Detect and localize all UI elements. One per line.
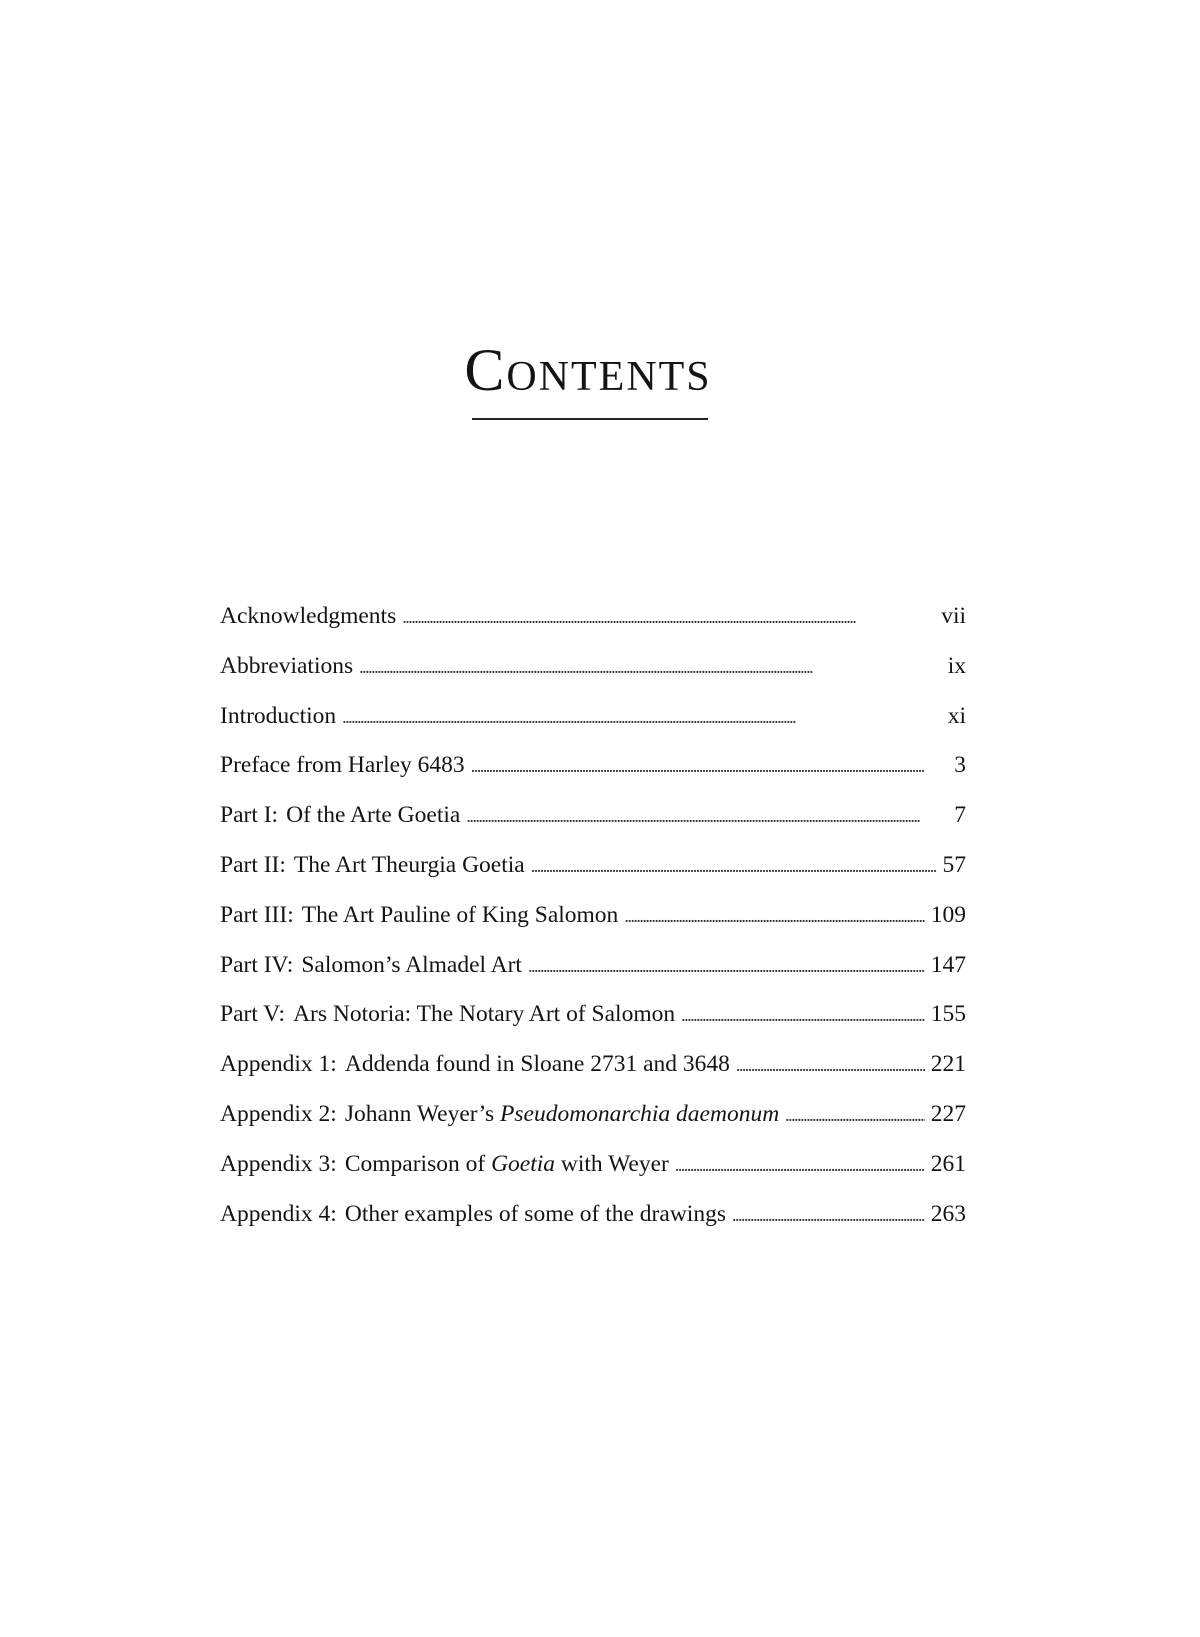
page-title: Contents	[464, 337, 712, 403]
toc-entry-label	[220, 1099, 785, 1129]
dot-leader	[736, 1050, 925, 1080]
toc-page-number: 57	[942, 851, 966, 878]
toc-entry-title-italic: Pseudomonarchia daemonum	[500, 1100, 780, 1127]
toc-page-number: 263	[930, 1200, 966, 1227]
toc-entry-title-tail: with Weyer	[555, 1150, 669, 1177]
toc-entry-prefix: Appendix 3:	[220, 1150, 337, 1177]
toc-page-number: xi	[947, 702, 966, 729]
toc-entry-prefix: Part II:	[220, 851, 286, 878]
toc-page-number: 7	[954, 802, 966, 829]
toc-entry-title-italic: Goetia	[491, 1150, 556, 1177]
toc-entry-label	[220, 701, 342, 731]
toc-page-number: 3	[954, 752, 966, 779]
toc-entry-label	[220, 1149, 675, 1179]
toc-entry	[220, 1049, 966, 1099]
toc-entry-label	[220, 900, 624, 930]
toc-entry-title: Johann Weyer’s	[344, 1100, 501, 1127]
dot-leader	[471, 751, 938, 781]
toc-page-number: 155	[930, 1001, 966, 1028]
toc-entry	[220, 651, 966, 701]
toc-entry-label	[220, 999, 681, 1029]
toc-entry-prefix: Part IV:	[220, 951, 294, 978]
toc-entry-label	[220, 850, 531, 880]
table-of-contents	[220, 601, 966, 1248]
toc-entry-label	[220, 601, 402, 631]
toc-entry-title: Comparison of	[344, 1150, 492, 1177]
dot-leader	[531, 851, 937, 881]
toc-entry-prefix: Appendix 2:	[220, 1100, 337, 1127]
toc-entry-label	[220, 950, 528, 980]
toc-page-number: 147	[930, 951, 966, 978]
dot-leader	[342, 702, 938, 732]
toc-entry-title: Of the Arte Goetia	[286, 802, 461, 829]
toc-page-number: 109	[930, 901, 966, 928]
toc-page-number: ix	[947, 652, 966, 679]
toc-entry-title: The Art Pauline of King Salomon	[301, 901, 619, 928]
toc-entry-title: Other examples of some of the drawings	[344, 1200, 726, 1227]
toc-entry-title: Salomon’s Almadel Art	[301, 951, 522, 978]
toc-entry	[220, 1149, 966, 1199]
dot-leader	[528, 951, 925, 981]
toc-entry	[220, 601, 966, 651]
toc-entry	[220, 750, 966, 800]
toc-entry	[220, 701, 966, 751]
toc-entry-label	[220, 1049, 736, 1079]
dot-leader	[732, 1200, 925, 1230]
toc-entry	[220, 1099, 966, 1149]
toc-entry-prefix: Part III:	[220, 901, 294, 928]
toc-entry	[220, 950, 966, 1000]
toc-entry	[220, 800, 966, 850]
toc-entry-label	[220, 651, 359, 681]
toc-entry-prefix: Part V:	[220, 1001, 286, 1028]
dot-leader	[681, 1000, 925, 1030]
toc-page-number: 227	[930, 1100, 966, 1127]
toc-entry-title: Preface from Harley 6483	[220, 752, 465, 779]
dot-leader	[785, 1100, 925, 1130]
toc-entry-label	[220, 750, 471, 780]
toc-entry	[220, 1199, 966, 1249]
toc-entry-title: Addenda found in Sloane 2731 and 3648	[344, 1051, 730, 1078]
dot-leader	[624, 901, 924, 931]
toc-entry-title: Acknowledgments	[220, 603, 397, 629]
toc-entry-label	[220, 800, 466, 830]
dot-leader	[402, 602, 935, 632]
toc-page-number: 261	[930, 1150, 966, 1177]
toc-entry-title: Introduction	[220, 702, 337, 729]
toc-entry-label	[220, 1199, 732, 1229]
dot-leader	[466, 801, 938, 831]
dot-leader	[359, 652, 938, 682]
contents-heading	[0, 337, 1200, 403]
dot-leader	[675, 1150, 925, 1180]
toc-entry-prefix: Part I:	[220, 802, 279, 829]
title-underline	[472, 418, 708, 420]
toc-entry	[220, 999, 966, 1049]
toc-entry-prefix: Appendix 1:	[220, 1051, 337, 1078]
toc-page-number: vii	[941, 603, 966, 629]
toc-entry-title: Abbreviations	[220, 652, 354, 679]
toc-entry-title: The Art Theurgia Goetia	[293, 851, 525, 878]
toc-page-number: 221	[930, 1051, 966, 1078]
toc-entry-title: Ars Notoria: The Notary Art of Salomon	[293, 1001, 676, 1028]
toc-entry-prefix: Appendix 4:	[220, 1200, 337, 1227]
toc-entry	[220, 900, 966, 950]
toc-entry	[220, 850, 966, 900]
